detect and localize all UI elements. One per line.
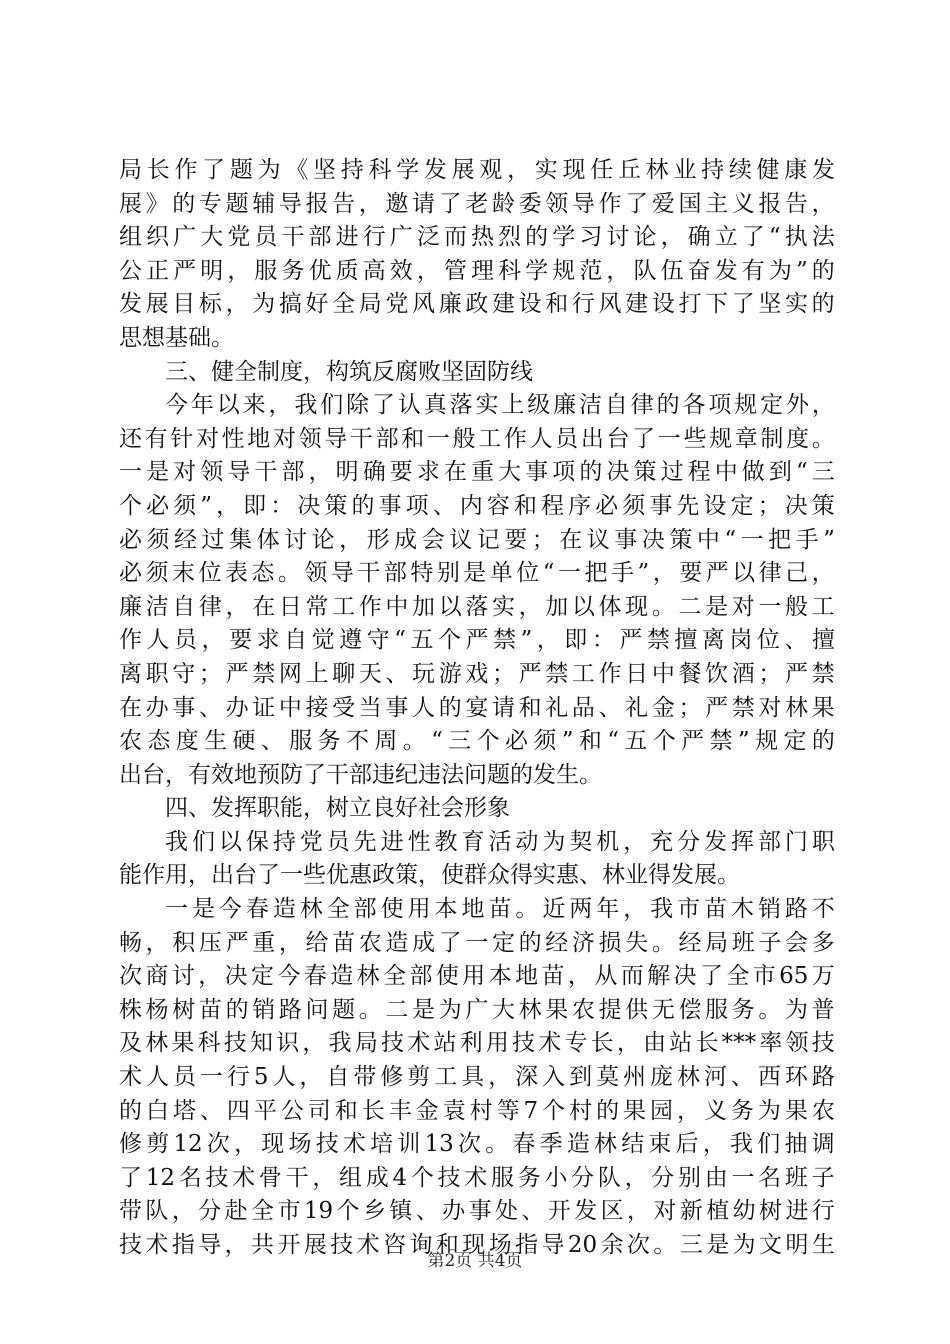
text-line: 术 人 员 一 行 5 人 ， 自 带 修 剪 工 具 ， 深 入 到 莫 州 庞 林 河 、 西 环 路 xyxy=(119,1064,835,1091)
text-line: 必 须 末 位 表 态 。 领 导 干 部 特 别 是 单 位 “ 一 把 手 ” ， 要 严 以 律 己 ， xyxy=(119,560,835,587)
text-line: 廉 洁 自 律 ， 在 日 常 工 作 中 加 以 落 实 ， 加 以 体 现 。 二 是 对 一 般 工 xyxy=(119,593,835,620)
text-line: 局 长 作 了 题 为 《 坚 持 科 学 发 展 观 ， 实 现 任 丘 林 业 持 续 健 康 发 xyxy=(119,157,835,183)
text-line: 带 队 ， 分 赴 全 市 19 个 乡 镇 、 办 事 处 、 开 发 区 ， 对 新 植 幼 树 进 行 xyxy=(119,1198,835,1225)
page-footer: 第2页 共4页 xyxy=(427,1251,523,1271)
text-line: 公 正 严 明 ， 服 务 优 质 高 效 ， 管 理 科 学 规 范 ， 队 伍 奋 发 有 为 ” 的 xyxy=(119,257,835,284)
text-line: 一 是 对 领 导 干 部 ， 明 确 要 求 在 重 大 事 项 的 决 策 过 程 中 做 到 “ 三 xyxy=(119,459,835,486)
text-line: 的 白 塔 、 四 平 公 司 和 长 丰 金 袁 村 等 7 个 村 的 果 园 ， 义 务 为 果 农 xyxy=(119,1097,835,1124)
text-line: 作 人 员 ， 要 求 自 觉 遵 守 “ 五 个 严 禁 ” ， 即 ： 严 禁 擅 离 岗 位 、 擅 xyxy=(119,627,835,654)
text-line: 组 织 广 大 党 员 干 部 进 行 广 泛 而 热 烈 的 学 习 讨 论 ， 确 立 了 “ 执 法 xyxy=(119,224,835,251)
text-line: 能作用，出台了一些优惠政策，使群众得实惠、林业得发展。 xyxy=(119,862,740,889)
text-line: 修 剪 12 次 ， 现 场 技 术 培 训 13 次 。 春 季 造 林 结 束 后 ， 我 们 抽 调 xyxy=(119,1131,835,1158)
text-line: 离 职 守 ； 严 禁 网 上 聊 天 、 玩 游 戏 ； 严 禁 工 作 日 中 餐 饮 酒 ； 严 禁 xyxy=(119,660,835,687)
text-line: 必 须 经 过 集 体 讨 论 ， 形 成 会 议 记 要 ； 在 议 事 决 策 中 “ 一 把 手 ” xyxy=(119,526,835,553)
text-line: 还 有 针 对 性 地 对 领 导 干 部 和 一 般 工 作 人 员 出 台 了 一 些 规 章 制 度 。 xyxy=(119,425,835,452)
text-line: 在 办 事 、 办 证 中 接 受 当 事 人 的 宴 请 和 礼 品 、 礼 金 ； 严 禁 对 林 果 xyxy=(119,694,835,721)
text-line: 我 们 以 保 持 党 员 先 进 性 教 育 活 动 为 契 机 ， 充 分 发 挥 部 门 职 xyxy=(165,828,835,855)
section-heading: 四、发挥职能，树立良好社会形象 xyxy=(165,795,510,822)
body-text xyxy=(119,154,835,1263)
text-line: 株 杨 树 苗 的 销 路 问 题 。 二 是 为 广 大 林 果 农 提 供 无 偿 服 务 。 为 普 xyxy=(119,996,835,1023)
text-line: 了 12 名 技 术 骨 干 ， 组 成 4 个 技 术 服 务 小 分 队 ， 分 别 由 一 名 班 子 xyxy=(119,1164,835,1191)
text-line: 发 展 目 标 ， 为 搞 好 全 局 党 风 廉 政 建 设 和 行 风 建 设 打 下 了 坚 实 的 xyxy=(119,291,835,318)
text-line: 一 是 今 春 造 林 全 部 使 用 本 地 苗 。 近 两 年 ， 我 市 苗 木 销 路 不 xyxy=(165,896,835,923)
text-line: 出台，有效地预防了干部违纪违法问题的发生。 xyxy=(119,761,602,788)
text-line: 次 商 讨 ， 决 定 今 春 造 林 全 部 使 用 本 地 苗 ， 从 而 解 决 了 全 市 65 万 xyxy=(119,963,835,990)
section-heading: 三、健全制度，构筑反腐败坚固防线 xyxy=(165,358,533,385)
text-line: 农 态 度 生 硬 、 服 务 不 周 。 “ 三 个 必 须 ” 和 “ 五 个 严 禁 ” 规 定 的 xyxy=(119,728,835,755)
text-line: 个 必 须 ” ， 即 ： 决 策 的 事 项 、 内 容 和 程 序 必 须 事 先 设 定 ； 决 策 xyxy=(119,492,835,519)
text-line: 展 》 的 专 题 辅 导 报 告 ， 邀 请 了 老 龄 委 领 导 作 了 爱 国 主 义 报 告 ， xyxy=(119,190,835,217)
text-line: 思想基础。 xyxy=(119,324,234,351)
text-line: 技 术 指 导 ， 共 开 展 技 术 咨 询 和 现 场 指 导 20 余 次 。 三 是 为 文 明 生 xyxy=(119,1232,835,1258)
text-line: 今 年 以 来 ， 我 们 除 了 认 真 落 实 上 级 廉 洁 自 律 的 各 项 规 定 外 ， xyxy=(165,392,835,419)
text-line: 畅 ， 积 压 严 重 ， 给 苗 农 造 成 了 一 定 的 经 济 损 失 。 经 局 班 子 会 多 xyxy=(119,929,835,956)
text-line: 及 林 果 科 技 知 识 ， 我 局 技 术 站 利 用 技 术 专 长 ， 由 站 长 *** 率 领 技 xyxy=(119,1030,835,1057)
